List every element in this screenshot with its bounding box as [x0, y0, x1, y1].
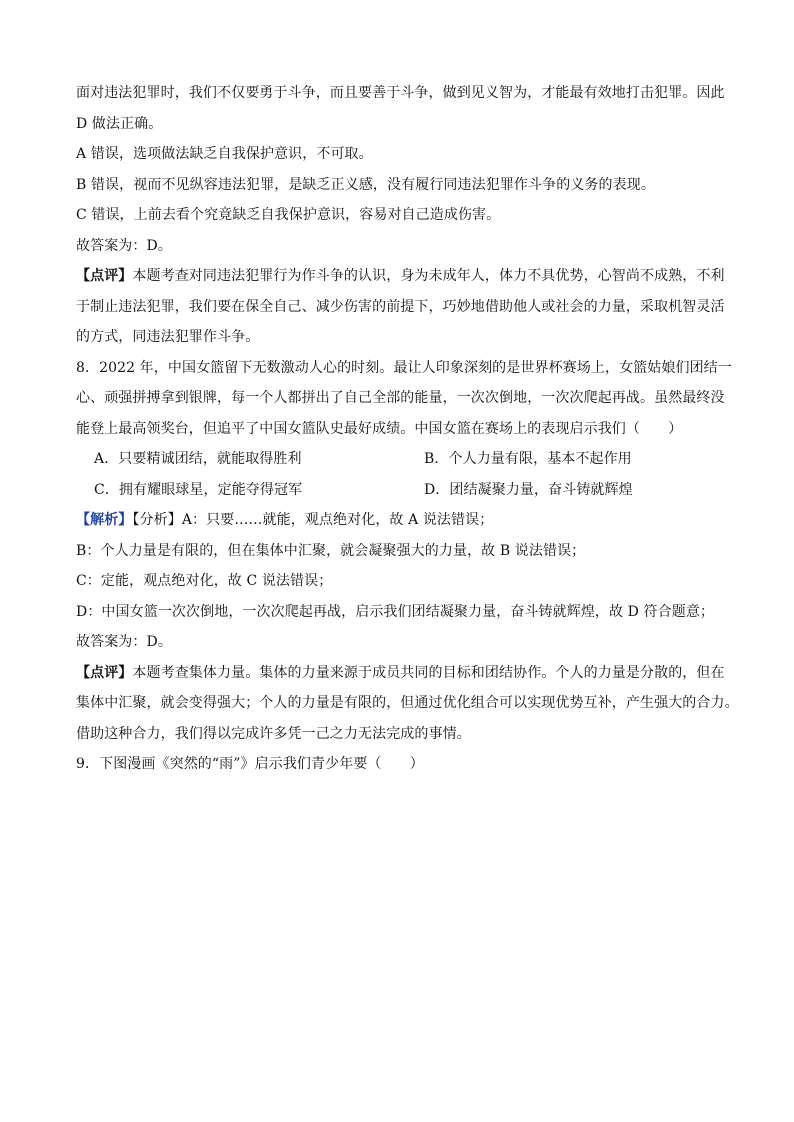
page-content [76, 78, 750, 780]
option-a: A．只要精诚团结，就能取得胜利 [94, 451, 302, 467]
analysis-paragraph [76, 505, 750, 536]
comment-text: 本题考查集体力量。集体的力量来源于成员共同的目标和团结协作。个人的力量是分散的，但在 [132, 664, 725, 681]
analysis-tag: 【解析】 [76, 512, 133, 528]
question-8-options [76, 444, 750, 505]
comment-tag: 【点评】 [76, 268, 133, 284]
question-8-stem: 8．2022 年，中国女篮留下无数激动人心的时刻。最让人印象深刻的是世界杯赛场上，女篮姑娘们团结一 [76, 359, 732, 376]
option-c: C．拥有耀眼球星，定能夺得冠军 [94, 481, 303, 498]
analysis-text: A：只要……就能，观点绝对化，故 A 说法错误； [181, 512, 494, 528]
text-line: 故答案为：D。 [76, 634, 172, 650]
text-line: 借助这种合力，我们得以完成许多凭一己之力无法完成的事情。 [76, 725, 471, 742]
option-d: D．团结凝聚力量，奋斗铸就辉煌 [424, 481, 633, 498]
text-line: 能登上最高领奖台，但追平了中国女篮队史最好成绩。中国女篮在赛场上的表现启示我们（ ） [76, 420, 683, 437]
text-line: 面对违法犯罪时，我们不仅要勇于斗争，而且要善于斗争，做到见义智为，才能最有效地打击犯罪。因此 [76, 85, 725, 101]
text-line: 的方式，同违法犯罪作斗争。 [76, 329, 260, 345]
comment-tag: 【点评】 [76, 664, 133, 681]
text-line: D 做法正确。 [76, 115, 163, 132]
text-line: B 错误，视而不见纵容违法犯罪，是缺乏正义感，没有履行同违法犯罪作斗争的义务的表现。 [76, 176, 655, 193]
analysis-sub-tag: 【分析】 [132, 512, 182, 528]
text-line: B：个人力量是有限的，但在集体中汇聚，就会凝聚强大的力量，故 B 说法错误； [76, 542, 586, 559]
text-line: 于制止违法犯罪，我们要在保全自己、减少伤害的前提下，巧妙地借助他人或社会的力量，采取机智灵活 [76, 298, 725, 315]
question-9-stem: 9．下图漫画《突然的“雨”》启示我们青少年要（ ） [76, 756, 424, 772]
text-line: D：中国女篮一次次倒地，一次次爬起再战，启示我们团结凝聚力量，奋斗铸就辉煌，故 D 符合题意； [76, 603, 715, 620]
text-line: A 错误，选项做法缺乏自我保护意识，不可取。 [76, 146, 373, 162]
comment-text: 本题考查对同违法犯罪行为作斗争的认识，身为未成年人，体力不具优势，心智尚不成熟，不利 [132, 268, 725, 284]
text-line: 故答案为：D。 [76, 237, 172, 254]
text-line: C 错误，上前去看个究竟缺乏自我保护意识，容易对自己造成伤害。 [76, 207, 501, 223]
text-line: 集体中汇聚，就会变得强大；个人的力量是有限的，但通过优化组合可以实现优势互补，产生强大的合力。 [76, 695, 739, 711]
text-line: C：定能，观点绝对化，故 C 说法错误； [76, 573, 333, 589]
option-b: B．个人力量有限，基本不起作用 [424, 451, 632, 467]
text-line: 心、顽强拼搏拿到银牌，每一个人都拼出了自己全部的能量，一次次倒地，一次次爬起再战。虽然最终没 [76, 390, 725, 406]
comment-paragraph [76, 658, 750, 689]
comment-paragraph [76, 261, 750, 292]
